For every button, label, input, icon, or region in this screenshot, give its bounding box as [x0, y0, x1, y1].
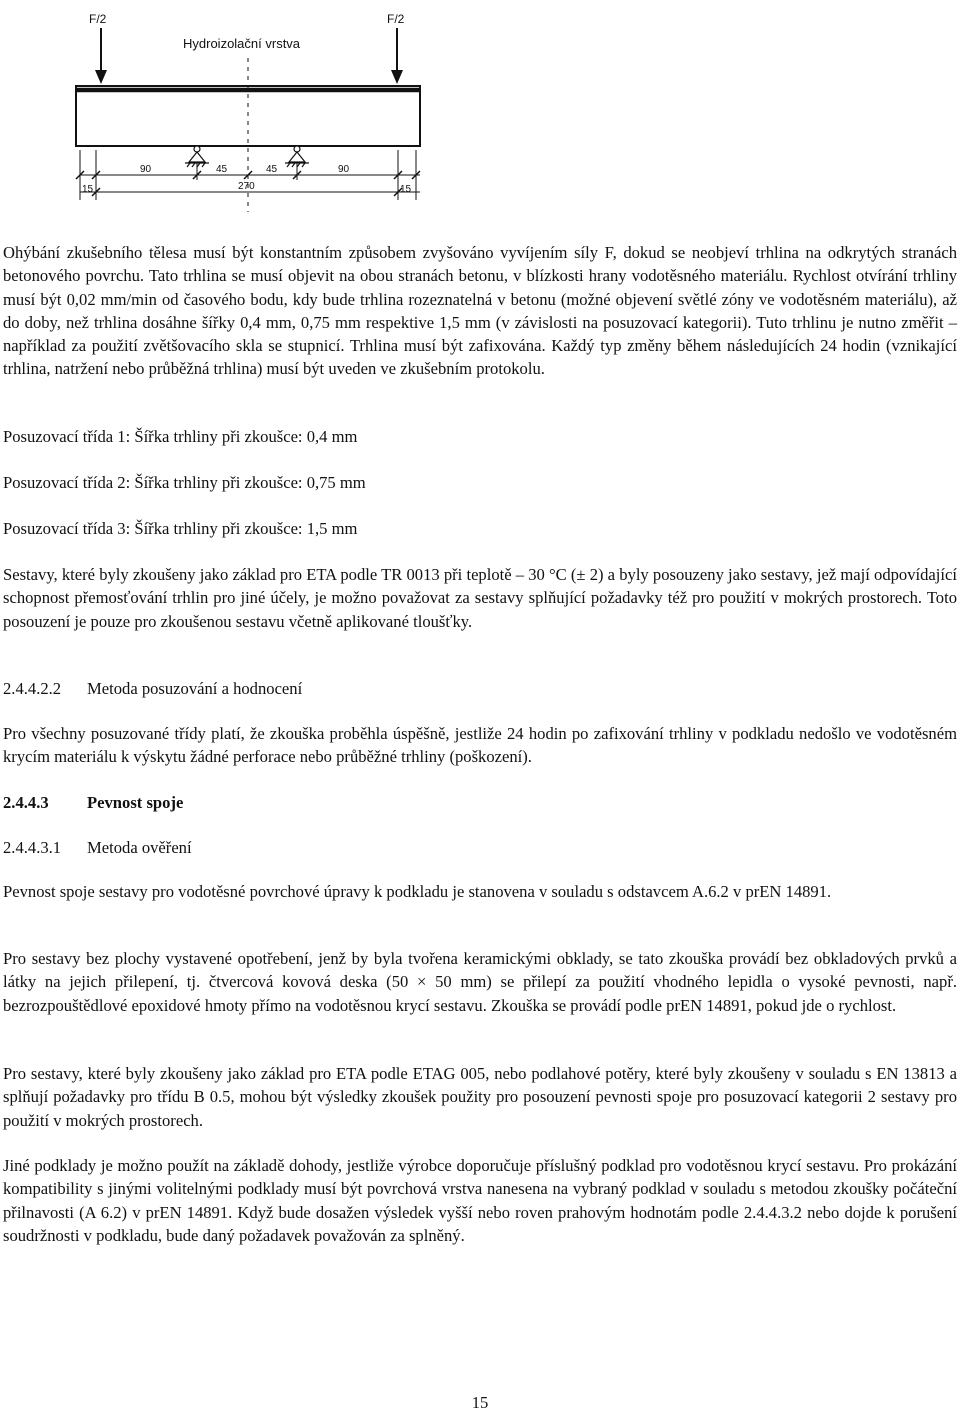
section-number: 2.4.4.3: [3, 793, 49, 812]
section-heading-2-4-4-3-1: [3, 836, 192, 859]
assessment-class-3: Posuzovací třída 3: Šířka trhliny při zkoušce: 1,5 mm: [3, 519, 358, 538]
section-title: Metoda ověření: [87, 838, 192, 857]
layer-label: Hydroizolační vrstva: [183, 36, 301, 51]
dimension-45-left: 45: [216, 164, 228, 175]
section-number: 2.4.4.3.1: [3, 838, 62, 857]
paragraph-pass-criteria: Pro všechny posuzované třídy platí, že zkouška proběhla úspěšně, jestliže 24 hodin po zafixování trhliny v podkladu nedošlo ve vodotěsném krycím materiálu k výskytu žádné perforace nebo průběžné trhliny (poškození).: [3, 724, 957, 767]
paragraph-bond-strength: Pevnost spoje sestavy pro vodotěsné povrchové úpravy k podkladu je stanovena v souladu s odstavcem A.6.2 v prEN 14891.: [3, 882, 832, 901]
section-title: Metoda posuzování a hodnocení: [87, 679, 303, 698]
dimension-45-right: 45: [266, 164, 278, 175]
paragraph-tr0013-systems: Sestavy, které byly zkoušeny jako základ pro ETA podle TR 0013 při teplotě – 30 °C (± 2) a byly posouzeny jako sestavy, jež mají odpovídající schopnost přemosťování trhlin pro jiné účely, je možno považovat za sestavy splňující požadavky též pro použití v mokrých prostorech. Toto posouzení je pouze pro zkoušenou sestavu včetně aplikované tloušťky.: [3, 565, 957, 631]
page-number: 15: [471, 1393, 489, 1412]
section-number: 2.4.4.2.2: [3, 679, 62, 698]
paragraph-bending-test: Ohýbání zkušebního tělesa musí být konstantním způsobem zvyšováno vyvíjením síly F, dokud se neobjeví trhlina na odkrytých stranách betonového povrchu. Tato trhlina se musí objevit na obou stranách betonu, v blízkosti hrany vodotěsného materiálu. Rychlost otvírání trhliny musí být 0,02 mm/min od časového bodu, kdy bude trhlina rozeznatelná v betonu (možné objevení světlé zóny ve vodotěsném materiálu), až do doby, než trhlina dosáhne šířky 0,4 mm, 0,75 mm respektive 1,5 mm (v závislosti na posuzovací kategorii). Tuto trhlinu je nutno změřit – například za použití zvětšovacího skla se stupnicí. Trhlina musí být zafixována. Každý typ změny během následujících 24 hodin (vznikající trhlina, natržení nebo průběžná trhlina) musí být uveden ve zkušebním protokolu.: [3, 243, 957, 379]
paragraph-tile-free-systems: Pro sestavy bez plochy vystavené opotřebení, jenž by byla tvořena keramickými obklady, se tato zkouška provádí bez obkladových prvků a látky na jejich přilepení, tj. čtvercová kovová deska (50 × 50 mm) se přilepí za použití vhodného lepidla o vysoké pevnosti, např. bezrozpouštědlové epoxidové hmoty přímo na vodotěsnou krycí sestavu. Zkouška se provádí podle prEN 14891, pokud jde o rychlost.: [3, 949, 957, 1015]
beam-test-figure: [0, 0, 960, 215]
section-heading-2-4-4-3: [3, 791, 183, 814]
dimension-270: 270: [238, 181, 255, 192]
paragraph-etag005-systems: Pro sestavy, které byly zkoušeny jako základ pro ETA podle ETAG 005, nebo podlahové potěry, které byly zkoušeny v souladu s EN 13813 a splňují požadavky pro třídu B 0.5, mohou být výsledky zkoušek použity pro posouzení pevnosti spoje pro posuzovací kategorii 2 sestavy pro použití v mokrých prostorech.: [3, 1064, 957, 1130]
paragraph-other-substrates: Jiné podklady je možno použít na základě dohody, jestliže výrobce doporučuje příslušný podklad pro vodotěsnou krycí sestavu. Pro prokázání kompatibility s jinými volitelnými podklady musí být povrchová vrstva nanesena na vybraný podklad v souladu s metodou zkoušky počáteční přilnavosti (A 6.2) v prEN 14891. Když bude dosažen výsledek vyšší nebo roven prahovým hodnotám podle 2.4.4.3.2 nebo dojde k porušení soudržnosti v podkladu, bude daný požadavek považován za splněný.: [3, 1156, 957, 1245]
dimension-15-right: 15: [400, 184, 412, 195]
load-label-right: F/2: [387, 12, 405, 26]
assessment-class-1: Posuzovací třída 1: Šířka trhliny při zkoušce: 0,4 mm: [3, 427, 358, 446]
dimension-15-left: 15: [82, 184, 94, 195]
load-label-left: F/2: [89, 12, 107, 26]
section-title: Pevnost spoje: [87, 793, 184, 812]
assessment-class-2: Posuzovací třída 2: Šířka trhliny při zkoušce: 0,75 mm: [3, 473, 366, 492]
dimension-90-left: 90: [140, 164, 152, 175]
dimension-90-right: 90: [338, 164, 350, 175]
section-heading-2-4-4-2-2: [3, 677, 302, 700]
